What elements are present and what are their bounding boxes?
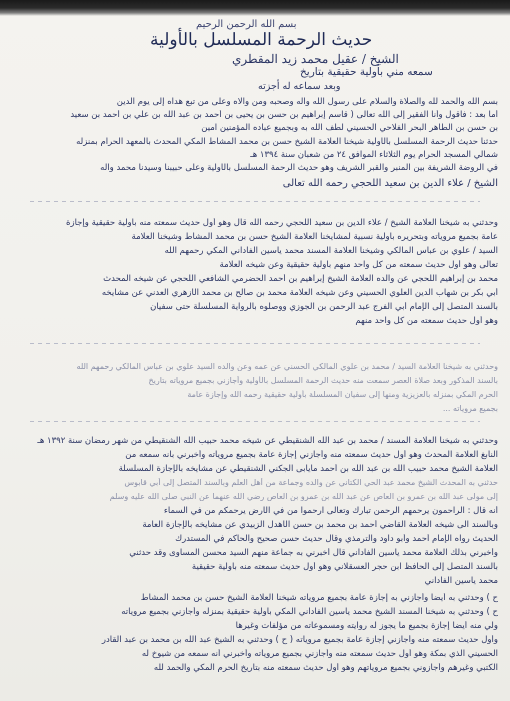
text-line: في الروضة الشريفة بين المنبر والقبر الشريف وهو حديث الرحمة المسلسل بالأولية وعلى حبيبنا وسيدنا محمد وآله (100, 163, 498, 173)
scan-shadow-band (0, 0, 510, 16)
text-line: وحدثني به شيخنا العلامة المسند / محمد بن عبد الله الشنقيطي عن شيخه محمد حبيب الله الشنقيطي من شهر رمضان سنة ١٣٩٢ هـ (37, 436, 498, 446)
text-line: وبالسند الى شيخه العلامة القاضي أحمد بن محمد بن حسن الأهدل الزبيدي عن مشايخه بالإجازة العامة (142, 520, 498, 530)
text-line: أما بعد : فأقول وأنا الفقير إلى الله تعالى ( قاسم إبراهيم بن حسن بن يحيى بن أحمد بن عبد الله بن علي بن أحمد بن سعيد (70, 110, 498, 120)
text-line: تعالى وهو أول حديث سمعته من كل واحد منهم بأولية حقيقية وعن شيخه العلامة (219, 260, 498, 270)
sheikh-name-line: الشيخ / عقيل محمد زيد المقطري (232, 52, 399, 66)
separator (30, 421, 480, 422)
text-line: العلامة الشيخ محمد حبيب الله بن عبد الله بن أحمد مايأبى الجكني الشنقيطي عن مشايخه بالإجازة المسلسلة (118, 464, 498, 474)
text-line: بالسند المذكور وبعد صلاة العصر سمعت منه حديث الرحمة المسلسل بالأولية وأجازني بجميع مروياته بتاريخ (148, 376, 498, 385)
text-line: أنه قال : الراحمون يرحمهم الرحمن تبارك وتعالى ارحموا من في الأرض يرحمكم من في السماء (163, 506, 498, 516)
text-line: وهو أول حديث سمعته من كل واحد منهم (355, 316, 498, 326)
text-line: بالسند المتصل إلى الإمام أبي الفرج عبد الرحمن بن الجوزي ووصلوه بالرواية المسلسلة حتى سفيان (150, 302, 498, 312)
text-line: شمالي المسجد الحرام يوم الثلاثاء الموافق ٢٤ من شعبان سنة ١٣٩٤ هـ (250, 150, 498, 160)
basmala: بسم الله الرحمن الرحيم (196, 19, 297, 30)
text-line: النابغ العلامة المحدث وهو أول حديث سمعته منه وأجازني إجازة عامة بجميع مروياته وأخبرني بأنه سمعه من (125, 450, 498, 460)
text-line: الكتبي وغيرهم وأجازوني بجميع مروياتهم وهو أول حديث سمعته منه بتاريخ الحرم المكي والحمد لله (153, 663, 498, 673)
text-line: الحرم المكي بمنزله بالعزيزية ومنها إلى سفيان المسلسلة بأولية حقيقية رحمه الله وإجازة عامة (187, 390, 498, 399)
text-line: ح ) وحدثني به أيضاً وأجازني به إجازة عامة بجميع مروياته شيخنا العلامة الشيخ حسن بن محمد المشاط (140, 593, 498, 603)
text-line: ولي منه أيضاً إجازة بجميع ما يجوز له روايته ومسموعاته من مؤلفات وغيرها (235, 621, 498, 631)
text-line: إلى مولى عبد الله بن عمرو بن العاص عن عبد الله بن عمرو بن العاص رضي الله عنهما عن النبي صلى الله عليه وسلم (109, 492, 498, 501)
text-line: بن حسن بن الطاهر البحر الفلاحي الحسيني لطف الله به وبجميع عباده المؤمنين آمين (201, 123, 498, 133)
separator (30, 343, 480, 344)
text-line: وحدثني به شيخنا العلامة السيد / محمد بن علوي المالكي الحسني عن عمه وعن والده السيد علوي بن عباس المالكي رحمهم الله (76, 362, 498, 371)
text-line: وأول حديث سمعته منه وأجازني إجازة عامة بجميع مروياته ( ح ) وحدثني به الشيخ عبد الله بن محمد بن عبد القادر (101, 635, 498, 645)
text-line: محمد ياسين الفاداني (424, 576, 498, 586)
text-line: بالسند المتصل إلى الحافظ ابن حجر العسقلاني وهو أول حديث سمعته منه بأولية حقيقية (191, 562, 498, 572)
text-line: بجميع مروياته ... (442, 404, 498, 413)
text-line: الحسيني الذي بمكة وهو أول حديث سمعته منه وأجازني بجميع مروياته وأخبرني أنه سمعه من شيوخ له (141, 649, 498, 659)
text-line: عامة بجميع مروياته وبتحريره بأولية نسبية لمشايخنا العلامة الشيخ حسن بن محمد المشاط وشيخنا العلامة (131, 232, 498, 242)
text-line: وحدثني به شيخنا العلامة الشيخ / علاء الدين بن سعيد اللحجي رحمه الله قال وهو أول حديث سمعته منه بأولية حقيقية وإجازة (66, 218, 498, 228)
text-line: محمد بن إبراهيم اللحجي عن والده العلامة الشيخ إبراهيم بن أحمد الحضرمي الشافعي اللحجي عن شيخه المحدث (103, 274, 498, 284)
text-line: حدثني به المحدث الشيخ محمد عبد الحي الكتاني عن والده وجماعة من أهل العلم وبالسند المتصل إلى أبي قابوس (124, 478, 498, 487)
document-title: حديث الرحمة المسلسل بالأولية (150, 30, 373, 50)
text-line: أبي بكر بن شهاب الدين العلوي الحسيني وعن شيخه العلامة محمد بن صالح بن محمد الأزهري العدني عن مشايخه (101, 288, 498, 298)
separator (30, 201, 480, 202)
text-line: الشيخ / علاء الدين بن سعيد اللحجي رحمه الله تعالى (282, 178, 498, 189)
text-line: السيد / علوي بن عباس المالكي وشيخنا العلامة المسند محمد ياسين الفاداني المكي رحمهم الله (164, 246, 498, 256)
text-line: بسم الله والحمد لله والصلاة والسلام على رسول الله وآله وصحبه ومن والاه وعلى من تبع هداه إلى يوم الدين (116, 97, 498, 107)
text-line: حدثنا حديث الرحمة المسلسل بالأولية شيخنا العلامة الشيخ حسن بن محمد المشاط المكي المحدث بالمعهد الحرام بمنزله (76, 137, 498, 147)
sama-date-line: سمعه مني بأولية حقيقية بتاريخ (300, 66, 433, 78)
ijaza-line: وبعد سماعه له أجزته (258, 81, 341, 92)
text-line: وأخبرني بذلك العلامة محمد ياسين الفاداني قال أخبرني به جماعة منهم السيد محسن المساوى وقد حدثني (129, 548, 498, 558)
text-line: الحديث رواه الإمام أحمد وأبو داود والترمذي وقال حديث حسن صحيح والحاكم في المستدرك (175, 534, 498, 544)
text-line: ح ) وحدثني به شيخنا المسند الشيخ محمد ياسين الفاداني المكي بأولية حقيقية بمنزله وأجازني بجميع مروياته (121, 607, 498, 617)
